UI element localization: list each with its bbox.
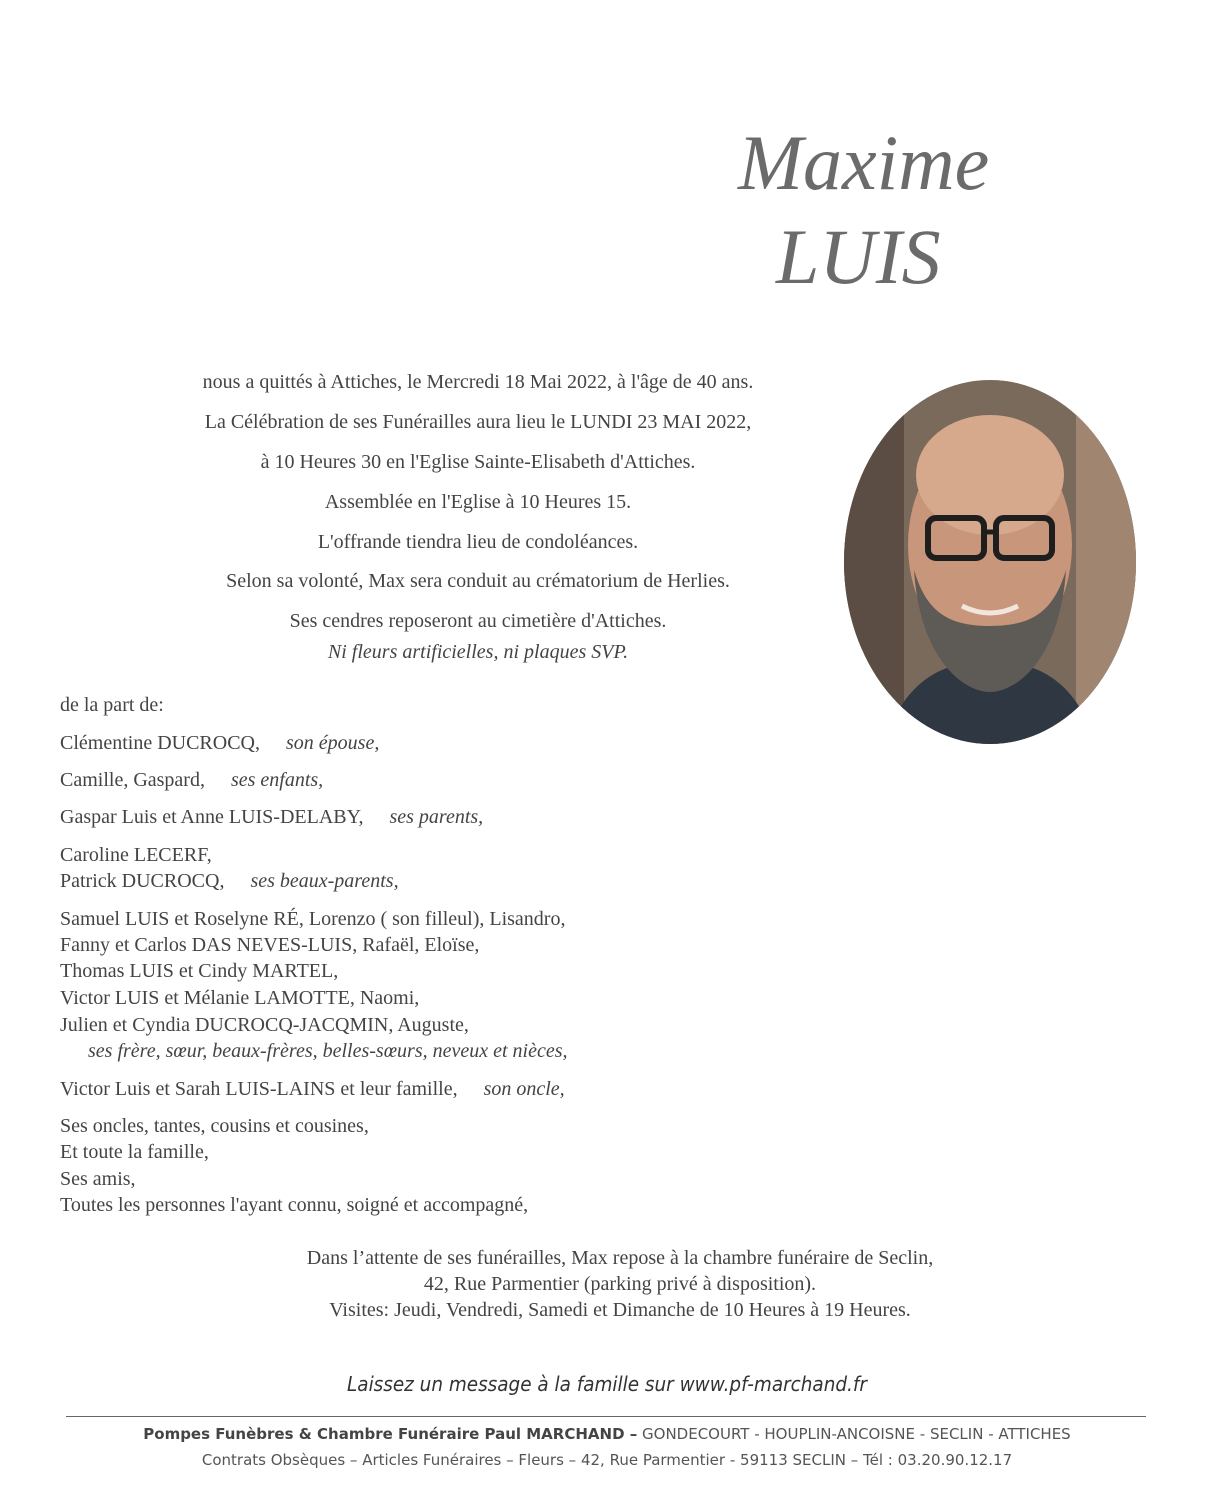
family-spouse xyxy=(60,730,379,756)
portrait-photo xyxy=(844,380,1136,744)
announcement-line: Selon sa volonté, Max sera conduit au crématorium de Herlies. xyxy=(226,570,730,592)
announcement-line: Ses cendres reposeront au cimetière d'Attiches. xyxy=(289,610,667,632)
family-children xyxy=(60,767,323,793)
others-line: Ses oncles, tantes, cousins et cousines, xyxy=(60,1115,369,1137)
footer-company xyxy=(0,1425,1214,1443)
announcement-line: La Célébration de ses Funérailles aura lieu le LUNDI 23 MAI 2022, xyxy=(204,411,752,433)
uncle-role: son oncle, xyxy=(483,1078,565,1100)
last-name: LUIS xyxy=(776,213,941,300)
sibling-line: Thomas LUIS et Cindy MARTEL, xyxy=(60,960,339,982)
sibling-line: Victor LUIS et Mélanie LAMOTTE, Naomi, xyxy=(60,987,420,1009)
announcement-line: nous a quittés à Attiches, le Mercredi 18 Mai 2022, à l'âge de 40 ans. xyxy=(202,371,754,393)
parents-names: Gaspar Luis et Anne LUIS-DELABY, xyxy=(60,806,364,828)
footer-divider xyxy=(66,1416,1146,1417)
family-in-laws xyxy=(60,868,399,894)
repose-line: Dans l’attente de ses funérailles, Max repose à la chambre funéraire de Seclin, xyxy=(306,1247,934,1269)
others-line: Ses amis, xyxy=(60,1168,136,1190)
sibling-line: Julien et Cyndia DUCROCQ-JACQMIN, Auguste, xyxy=(60,1014,469,1036)
others-line: Et toute la famille, xyxy=(60,1141,209,1163)
children-names: Camille, Gaspard, xyxy=(60,769,205,791)
announcement-line: à 10 Heures 30 en l'Eglise Sainte-Elisabeth d'Attiches. xyxy=(260,451,696,473)
repose-line: Visites: Jeudi, Vendredi, Samedi et Dimanche de 10 Heures à 19 Heures. xyxy=(329,1299,911,1321)
children-role: ses enfants, xyxy=(230,769,324,791)
spouse-name: Clémentine DUCROCQ, xyxy=(60,732,260,754)
others-line: Toutes les personnes l'ayant connu, soigné et accompagné, xyxy=(60,1194,529,1216)
first-name: Maxime xyxy=(738,119,990,206)
announcement-line: L'offrande tiendra lieu de condoléances. xyxy=(317,531,639,553)
family-parents xyxy=(60,804,483,830)
in-laws-role: ses beaux-parents, xyxy=(250,870,399,892)
flowers-request: Ni fleurs artificielles, ni plaques SVP. xyxy=(327,641,629,663)
announcement-line: Assemblée en l'Eglise à 10 Heures 15. xyxy=(324,491,632,513)
website-message: Laissez un message à la famille sur www.pf-marchand.fr xyxy=(347,1372,867,1396)
company-locations: GONDECOURT - HOUPLIN-ANCOISNE - SECLIN - ATTICHES xyxy=(637,1425,1071,1443)
sibling-line: Fanny et Carlos DAS NEVES-LUIS, Rafaël, Eloïse, xyxy=(60,934,480,956)
in-laws-line-2: Patrick DUCROCQ, xyxy=(60,870,225,892)
spouse-role: son épouse, xyxy=(286,732,380,754)
family-intro: de la part de: xyxy=(60,694,164,716)
uncle-names: Victor Luis et Sarah LUIS-LAINS et leur famille, xyxy=(60,1078,458,1100)
repose-line: 42, Rue Parmentier (parking privé à disposition). xyxy=(423,1273,817,1295)
in-laws-line-1: Caroline LECERF, xyxy=(60,844,212,866)
sibling-line: Samuel LUIS et Roselyne RÉ, Lorenzo ( son filleul), Lisandro, xyxy=(60,908,566,930)
company-name: Pompes Funèbres & Chambre Funéraire Paul MARCHAND – xyxy=(143,1425,638,1443)
family-uncle xyxy=(60,1076,565,1102)
footer-services: Contrats Obsèques – Articles Funéraires – Fleurs – 42, Rue Parmentier - 59113 SECLIN – Tél : 03.20.90.12.17 xyxy=(201,1451,1013,1469)
siblings-role: ses frère, sœur, beaux-frères, belles-sœurs, neveux et nièces, xyxy=(88,1040,568,1062)
parents-role: ses parents, xyxy=(389,806,484,828)
